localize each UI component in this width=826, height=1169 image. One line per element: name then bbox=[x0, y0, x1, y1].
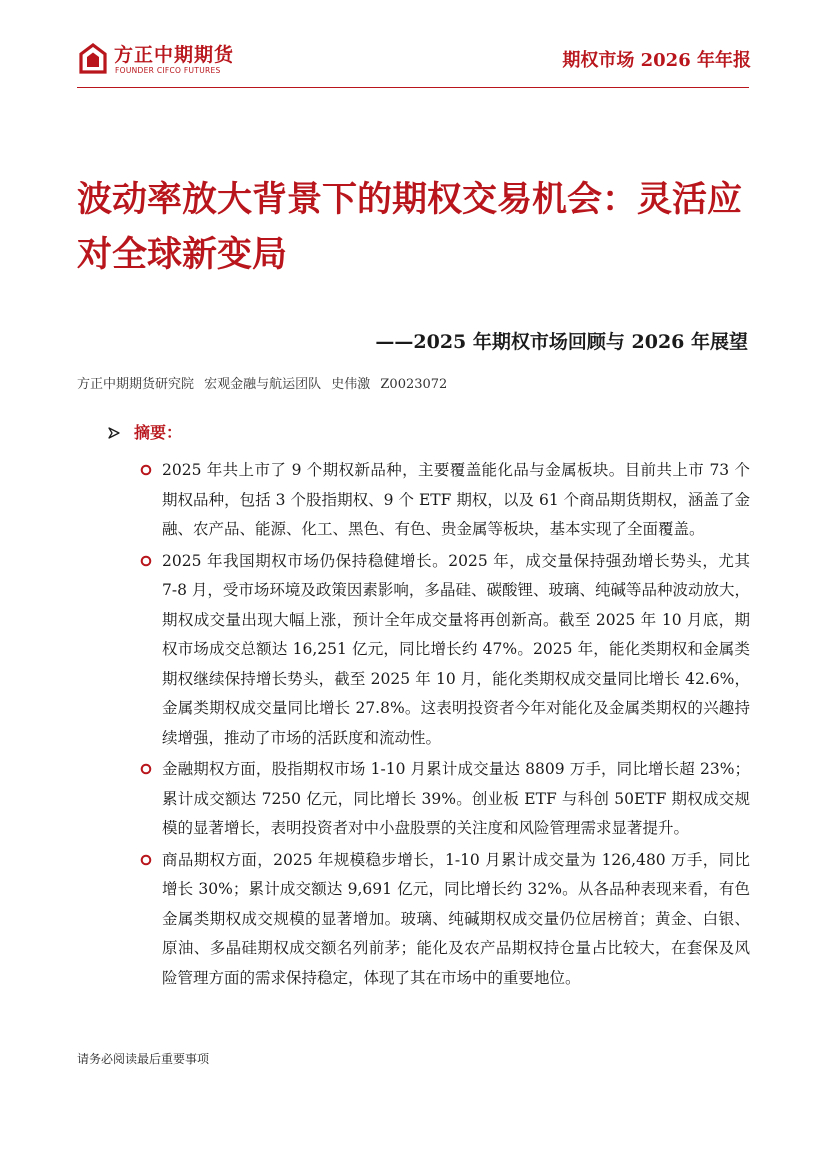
company-name-en: FOUNDER CIFCO FUTURES bbox=[115, 66, 221, 75]
report-subtitle: ——2025 年期权市场回顾与 2026 年展望 bbox=[375, 331, 748, 353]
arrow-bullet-icon bbox=[108, 427, 120, 439]
abstract-paragraph-text: 2025 年共上市了 9 个期权新品种，主要覆盖能化品与金属板块。目前共上市 73 个期权品种，包括 3 个股指期权、9 个 ETF 期权，以及 61 个商品期货期权，涵盖了金融、农产品、能源、化工、黑色、有色、贵金属等板块，基本实现了全面覆盖。 bbox=[162, 461, 750, 538]
abstract-heading-label: 摘要： bbox=[134, 423, 183, 442]
author-line: 方正中期期货研究院 宏观金融与航运团队 史伟激 Z0023072 bbox=[77, 377, 448, 392]
header-divider bbox=[77, 87, 749, 88]
company-name-cn: 方正中期期货 bbox=[114, 44, 235, 66]
abstract-heading bbox=[108, 420, 182, 443]
abstract-paragraph bbox=[140, 456, 750, 545]
abstract-paragraph bbox=[140, 846, 750, 994]
abstract-paragraph-text: 金融期权方面，股指期权市场 1-10 月累计成交量达 8809 万手，同比增长超 23%；累计成交额达 7250 亿元，同比增长 39%。创业板 ETF 与科创 50ETF 期权成交规模的显著增长，表明投资者对中小盘股票的关注度和风险管理需求显著提升。 bbox=[162, 760, 750, 837]
report-title: 波动率放大背景下的期权交易机会：灵活应对全球新变局 bbox=[77, 179, 743, 275]
circle-bullet-icon bbox=[140, 555, 152, 567]
circle-bullet-icon bbox=[140, 854, 152, 866]
circle-bullet-icon bbox=[140, 464, 152, 476]
abstract-body bbox=[140, 456, 750, 995]
logo-mark-icon bbox=[78, 42, 108, 76]
abstract-paragraph bbox=[140, 755, 750, 844]
circle-bullet-icon bbox=[140, 763, 152, 775]
company-logo bbox=[78, 40, 248, 80]
abstract-paragraph-text: 2025 年我国期权市场仍保持稳健增长。2025 年，成交量保持强劲增长势头，尤其 7-8 月，受市场环境及政策因素影响，多晶硅、碳酸锂、玻璃、纯碱等品种波动放大，期权成交量出现大幅上涨，预计全年成交量将再创新高。截至 2025 年 10 月底，期权市场成交总额达 16,251 亿元，同比增长约 47%。2025 年，能化类期权和金属类期权继续保持增长势头，截至 2025 年 10 月，能化类期权成交量同比增长 42.6%，金属类期权成交量同比增长 27.8%。这表明投资者今年对能化及金属类期权的兴趣持续增强，推动了市场的活跃度和流动性。 bbox=[162, 551, 750, 747]
abstract-paragraph-text: 商品期权方面，2025 年规模稳步增长，1-10 月累计成交量为 126,480 万手，同比增长 30%；累计成交额达 9,691 亿元，同比增长约 32%。从各品种表现来看，有色金属类期权成交规模的显著增加。玻璃、纯碱期权成交量仍位居榜首；黄金、白银、原油、多晶硅期权成交额名列前茅；能化及农产品期权持仓量占比较大，在套保及风险管理方面的需求保持稳定，体现了其在市场中的重要地位。 bbox=[162, 850, 750, 987]
disclaimer-notice: 请务必阅读最后重要事项 bbox=[77, 1052, 210, 1066]
abstract-paragraph bbox=[140, 547, 750, 754]
report-type-label: 期权市场 2026 年年报 bbox=[562, 50, 751, 71]
